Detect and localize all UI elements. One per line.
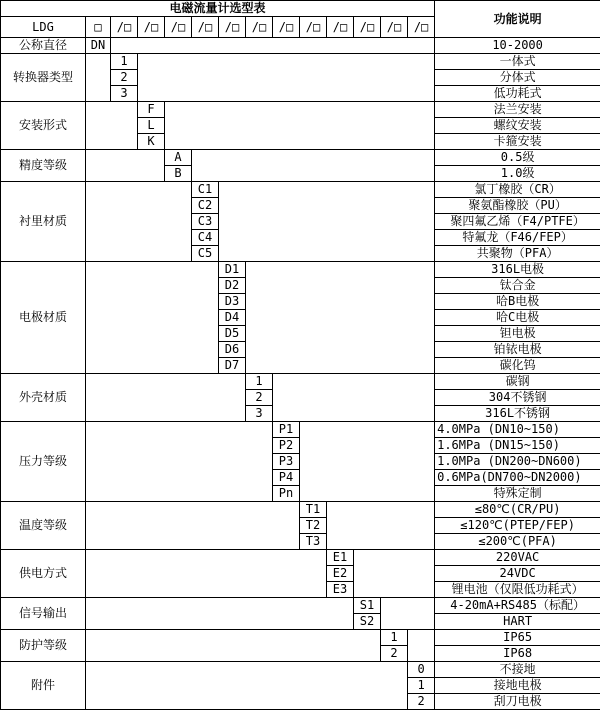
- desc-cell: 氯丁橡胶（CR）: [435, 182, 600, 198]
- code-cell: C1: [192, 182, 219, 198]
- code-cell: P1: [273, 422, 300, 438]
- desc-cell: ≤200℃(PFA): [435, 534, 600, 550]
- code-cell: A: [165, 150, 192, 166]
- code-cell: D3: [219, 294, 246, 310]
- diameter-code-cell: DN: [86, 38, 111, 54]
- desc-cell: 0.6MPa(DN700~DN2000): [435, 470, 600, 486]
- desc-cell: 聚氨酯橡胶（PU）: [435, 198, 600, 214]
- spacer-cell: [86, 262, 219, 374]
- label-lining-material: 衬里材质: [1, 182, 86, 262]
- desc-cell: 铂铱电极: [435, 342, 600, 358]
- desc-cell: 钽电极: [435, 326, 600, 342]
- code-cell: B: [165, 166, 192, 182]
- label-signal-output: 信号输出: [1, 598, 86, 630]
- label-protection-rating: 防护等级: [1, 630, 86, 662]
- code-cell: 1: [408, 678, 435, 694]
- code-cell: K: [138, 134, 165, 150]
- desc-cell: 4-20mA+RS485（标配）: [435, 598, 600, 614]
- model-code-box: □: [86, 17, 111, 38]
- spacer-cell: [86, 150, 165, 182]
- spacer-cell: [273, 374, 435, 422]
- code-cell: C5: [192, 246, 219, 262]
- code-cell: P4: [273, 470, 300, 486]
- code-cell: D1: [219, 262, 246, 278]
- desc-cell: HART: [435, 614, 600, 630]
- model-code-slot: /□: [381, 17, 408, 38]
- model-code-slot: /□: [408, 17, 435, 38]
- label-electrode-material: 电极材质: [1, 262, 86, 374]
- label-accessories: 附件: [1, 662, 86, 710]
- model-code-slot: /□: [192, 17, 219, 38]
- spacer-cell: [86, 550, 327, 598]
- desc-cell: 钛合金: [435, 278, 600, 294]
- code-cell: 2: [111, 70, 138, 86]
- desc-cell: 哈B电极: [435, 294, 600, 310]
- code-cell: P2: [273, 438, 300, 454]
- desc-cell: 特殊定制: [435, 486, 600, 502]
- table-title: 电磁流量计选型表: [1, 1, 435, 17]
- label-pressure-rating: 压力等级: [1, 422, 86, 502]
- desc-cell: 特氟龙（F46/FEP）: [435, 230, 600, 246]
- code-cell: Pn: [273, 486, 300, 502]
- model-code-slot: /□: [246, 17, 273, 38]
- spacer-cell: [86, 598, 354, 630]
- spacer-cell: [138, 54, 435, 102]
- code-cell: D6: [219, 342, 246, 358]
- desc-cell: 锂电池（仅限低功耗式）: [435, 582, 600, 598]
- spacer-cell: [86, 662, 408, 710]
- desc-cell: IP65: [435, 630, 600, 646]
- desc-cell: 24VDC: [435, 566, 600, 582]
- spacer-cell: [246, 262, 435, 374]
- code-cell: 1: [246, 374, 273, 390]
- desc-cell: 接地电极: [435, 678, 600, 694]
- code-cell: C4: [192, 230, 219, 246]
- desc-cell: 316L电极: [435, 262, 600, 278]
- label-installation-type: 安装形式: [1, 102, 86, 150]
- desc-cell: IP68: [435, 646, 600, 662]
- desc-cell: 10-2000: [435, 38, 600, 54]
- spacer-cell: [165, 102, 435, 150]
- label-accuracy-class: 精度等级: [1, 150, 86, 182]
- spacer-cell: [86, 54, 111, 102]
- code-cell: 3: [246, 406, 273, 422]
- label-converter-type: 转换器类型: [1, 54, 86, 102]
- desc-cell: 聚四氟乙烯（F4/PTFE）: [435, 214, 600, 230]
- spacer-cell: [300, 422, 435, 502]
- code-cell: 2: [408, 694, 435, 710]
- spacer-cell: [219, 182, 435, 262]
- model-code-slot: /□: [111, 17, 138, 38]
- desc-cell: 卡箍安装: [435, 134, 600, 150]
- code-cell: C3: [192, 214, 219, 230]
- code-cell: T3: [300, 534, 327, 550]
- model-code-slot: /□: [327, 17, 354, 38]
- code-cell: S2: [354, 614, 381, 630]
- desc-cell: 刮刀电极: [435, 694, 600, 710]
- spacer-cell: [192, 150, 435, 182]
- desc-cell: 4.0MPa (DN10~150): [435, 422, 600, 438]
- spacer-cell: [381, 598, 435, 630]
- code-cell: P3: [273, 454, 300, 470]
- spacer-cell: [86, 182, 192, 262]
- desc-cell: ≤80℃(CR/PU): [435, 502, 600, 518]
- desc-cell: 1.0MPa (DN200~DN600): [435, 454, 600, 470]
- spacer-cell: [408, 630, 435, 662]
- code-cell: D7: [219, 358, 246, 374]
- label-power-supply: 供电方式: [1, 550, 86, 598]
- desc-cell: ≤120℃(PTEP/FEP): [435, 518, 600, 534]
- desc-cell: 1.6MPa (DN15~150): [435, 438, 600, 454]
- desc-cell: 碳钢: [435, 374, 600, 390]
- function-column-header: 功能说明: [435, 1, 600, 38]
- label-temperature-rating: 温度等级: [1, 502, 86, 550]
- spacer-cell: [327, 502, 435, 550]
- desc-cell: 碳化钨: [435, 358, 600, 374]
- code-cell: 3: [111, 86, 138, 102]
- code-cell: E3: [327, 582, 354, 598]
- code-cell: L: [138, 118, 165, 134]
- code-cell: T1: [300, 502, 327, 518]
- spacer-cell: [354, 550, 435, 598]
- model-code-slot: /□: [273, 17, 300, 38]
- model-prefix-cell: LDG: [1, 17, 86, 38]
- code-cell: 0: [408, 662, 435, 678]
- spacer-cell: [111, 38, 435, 54]
- code-cell: T2: [300, 518, 327, 534]
- desc-cell: 分体式: [435, 70, 600, 86]
- code-cell: C2: [192, 198, 219, 214]
- label-nominal-diameter: 公称直径: [1, 38, 86, 54]
- model-code-slot: /□: [354, 17, 381, 38]
- desc-cell: 220VAC: [435, 550, 600, 566]
- code-cell: 2: [381, 646, 408, 662]
- code-cell: D4: [219, 310, 246, 326]
- desc-cell: 哈C电极: [435, 310, 600, 326]
- desc-cell: 一体式: [435, 54, 600, 70]
- model-code-slot: /□: [300, 17, 327, 38]
- desc-cell: 低功耗式: [435, 86, 600, 102]
- desc-cell: 螺纹安装: [435, 118, 600, 134]
- desc-cell: 不接地: [435, 662, 600, 678]
- desc-cell: 304不锈钢: [435, 390, 600, 406]
- spacer-cell: [86, 630, 381, 662]
- desc-cell: 1.0级: [435, 166, 600, 182]
- code-cell: F: [138, 102, 165, 118]
- code-cell: 1: [111, 54, 138, 70]
- code-cell: E2: [327, 566, 354, 582]
- model-code-slot: /□: [165, 17, 192, 38]
- spacer-cell: [86, 102, 138, 150]
- code-cell: S1: [354, 598, 381, 614]
- label-housing-material: 外壳材质: [1, 374, 86, 422]
- code-cell: E1: [327, 550, 354, 566]
- desc-cell: 316L不锈钢: [435, 406, 600, 422]
- code-cell: 2: [246, 390, 273, 406]
- code-cell: D5: [219, 326, 246, 342]
- model-code-slot: /□: [219, 17, 246, 38]
- desc-cell: 共聚物（PFA）: [435, 246, 600, 262]
- spacer-cell: [86, 502, 300, 550]
- spacer-cell: [86, 422, 273, 502]
- desc-cell: 法兰安装: [435, 102, 600, 118]
- code-cell: D2: [219, 278, 246, 294]
- model-code-slot: /□: [138, 17, 165, 38]
- code-cell: 1: [381, 630, 408, 646]
- spacer-cell: [86, 374, 246, 422]
- desc-cell: 0.5级: [435, 150, 600, 166]
